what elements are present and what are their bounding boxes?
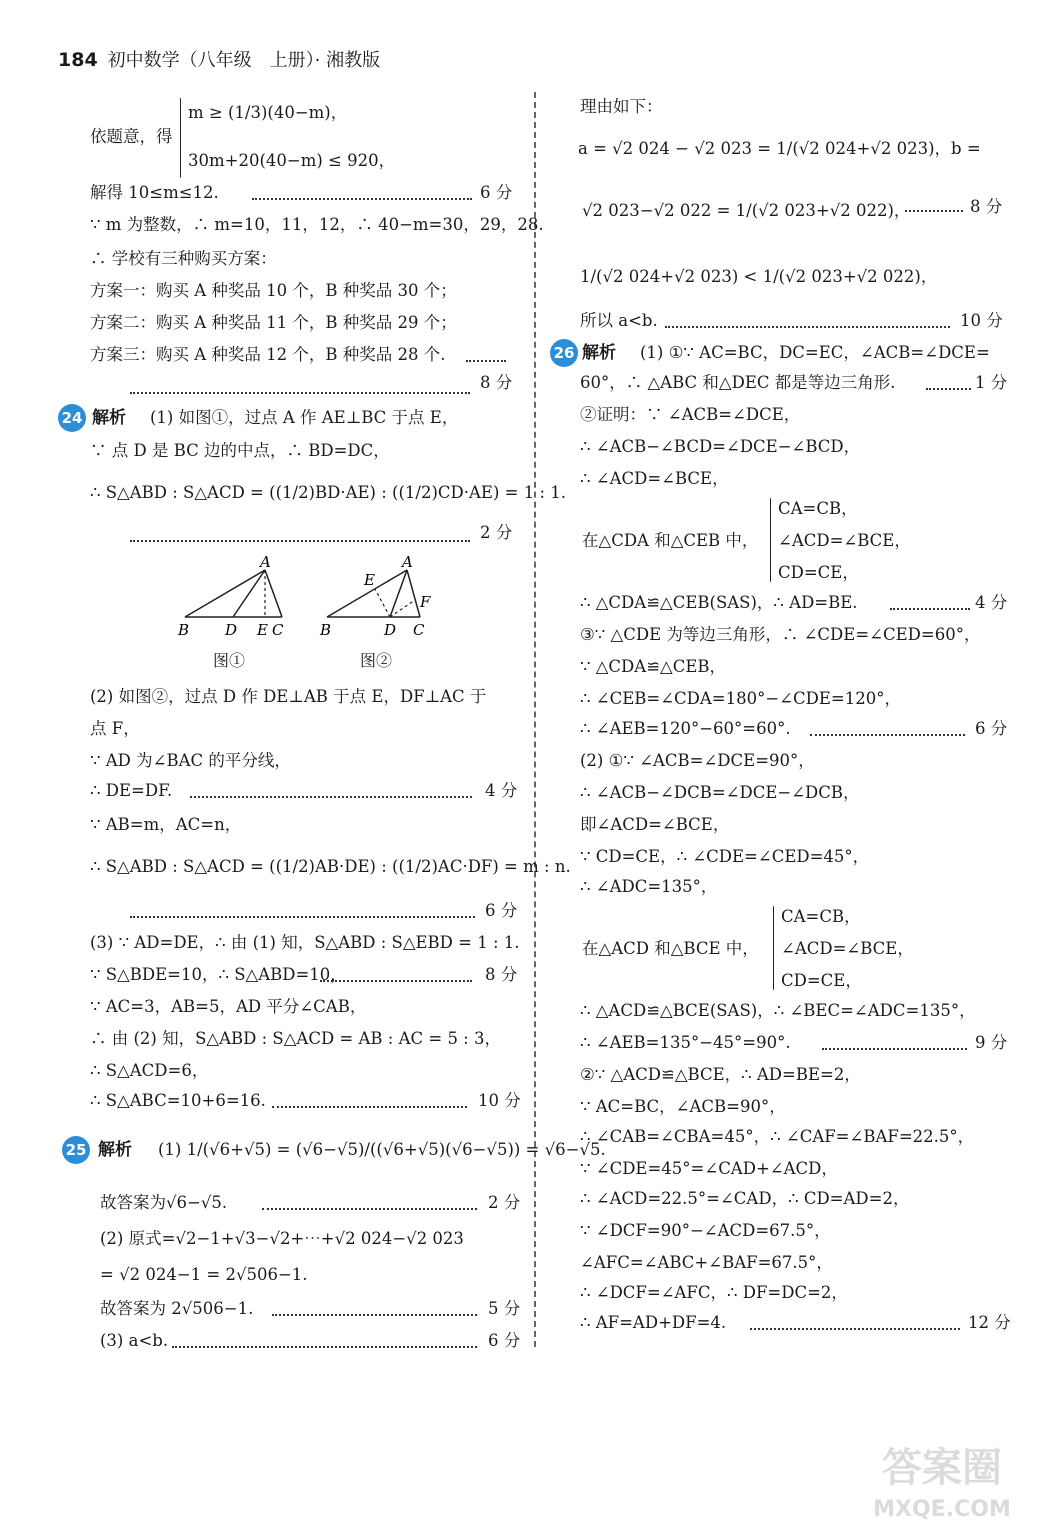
score: 4 分 — [975, 593, 1008, 612]
system-line-2: 30m+20(40−m) ≤ 920， — [188, 151, 396, 170]
system-brace — [770, 498, 771, 582]
solution-line: 故答案为 2√506−1. — [100, 1299, 254, 1318]
solution-line: 解得 10≤m≤12. — [90, 183, 219, 202]
vertex-label: C — [413, 621, 425, 639]
solution-line: ②证明：∵ ∠ACB=∠DCE， — [580, 405, 801, 424]
condition: ∠ACD=∠BCE， — [781, 939, 914, 958]
question-number-badge: 26 — [550, 339, 578, 367]
plan-2: 方案二：购买 A 种奖品 11 个，B 种奖品 29 个； — [90, 313, 457, 332]
score: 8 分 — [480, 373, 513, 392]
solution-line: (1) ①∵ AC=BC，DC=EC，∠ACB=∠DCE= — [640, 343, 990, 362]
vertex-label: C — [272, 621, 284, 639]
solution-line: ∴ △CDA≌△CEB(SAS)，∴ AD=BE. — [580, 593, 858, 612]
score: 2 分 — [480, 523, 513, 542]
leader-dots — [262, 1208, 477, 1210]
solution-line: ∵ AC=BC，∠ACB=90°， — [580, 1097, 786, 1116]
solution-line: ③∵ △CDE 为等边三角形，∴ ∠CDE=∠CED=60°， — [580, 625, 981, 644]
leader-dots — [905, 210, 963, 212]
leader-dots — [320, 980, 472, 982]
figure-1-triangle — [170, 555, 300, 640]
solution-line: 60°，∴ △ABC 和△DEC 都是等边三角形. — [580, 373, 896, 392]
solution-line: 故答案为√6−√5. — [100, 1193, 228, 1212]
leader-dots — [172, 1346, 477, 1348]
solution-line: ∵ 点 D 是 BC 边的中点，∴ BD=DC， — [90, 441, 390, 460]
score: 9 分 — [975, 1033, 1008, 1052]
leader-dots — [272, 1106, 467, 1108]
solution-line: ∵ CD=CE，∴ ∠CDE=∠CED=45°， — [580, 847, 870, 866]
solution-line: ∴ 由 (2) 知，S△ABD : S△ACD = AB : AC = 5 : 3， — [90, 1029, 501, 1048]
solution-line: 理由如下： — [580, 97, 663, 116]
solution-line: (2) 如图②，过点 D 作 DE⊥AB 于点 E，DF⊥AC 于 — [90, 687, 487, 706]
leader-dots — [750, 1328, 960, 1330]
vertex-label: D — [384, 621, 397, 639]
vertex-label: B — [320, 621, 332, 639]
solution-line: ∴ △ACD≌△BCE(SAS)，∴ ∠BEC=∠ADC=135°， — [580, 1001, 976, 1020]
condition: CD=CE， — [781, 971, 862, 990]
question-number-badge: 25 — [62, 1136, 90, 1164]
figure-2-caption: 图② — [360, 651, 393, 670]
solution-line: ∴ ∠CEB=∠CDA=180°−∠CDE=120°， — [580, 689, 901, 708]
solution-line: ∴ S△ABC=10+6=16. — [90, 1091, 266, 1110]
solution-line: ∴ ∠ACB−∠DCB=∠DCE−∠DCB， — [580, 783, 860, 802]
score: 8 分 — [485, 965, 518, 984]
score: 2 分 — [488, 1193, 521, 1212]
leader-dots — [252, 198, 472, 200]
area-ratio-line: ∴ S△ABD : S△ACD = ((1/2)AB·DE) : ((1/2)AC·DF) = m : n. — [90, 857, 571, 876]
score: 12 分 — [968, 1313, 1011, 1332]
vertex-label: E — [257, 621, 268, 639]
rationalize-line: (1) 1/(√6+√5) = (√6−√5)/((√6+√5)(√6−√5)) = √6−√5. — [158, 1140, 606, 1159]
figure-2-triangle — [312, 555, 452, 640]
watermark-line-2: MXQE.COM — [873, 1497, 1011, 1522]
score: 5 分 — [488, 1299, 521, 1318]
score: 4 分 — [485, 781, 518, 800]
system-line-1: m ≥ (1/3)(40−m)， — [188, 103, 348, 122]
solution-line: ∵ ∠CDE=45°=∠CAD+∠ACD， — [580, 1159, 838, 1178]
solution-line: ∵ m 为整数，∴ m=10，11，12，∴ 40−m=30，29，28. — [90, 215, 544, 234]
vertex-label: A — [260, 555, 271, 571]
analysis-tag: 解析 — [582, 343, 616, 363]
solution-line: (3) ∵ AD=DE，∴ 由 (1) 知，S△ABD : S△EBD = 1 : 1. — [90, 933, 520, 952]
solution-line: ∴ S△ACD=6， — [90, 1061, 209, 1080]
leader-dots — [130, 916, 475, 918]
vertex-label: E — [364, 571, 375, 589]
solution-line: ∵ △CDA≌△CEB， — [580, 657, 727, 676]
solution-line: = √2 024−1 = 2√506−1. — [100, 1265, 308, 1284]
condition: CA=CB， — [781, 907, 861, 926]
solution-line: 即∠ACD=∠BCE， — [580, 815, 730, 834]
leader-dots — [466, 360, 506, 362]
solution-line: ∵ ∠DCF=90°−∠ACD=67.5°， — [580, 1221, 831, 1240]
leader-dots — [822, 1048, 967, 1050]
leader-dots — [890, 608, 970, 610]
congruence-intro: 在△CDA 和△CEB 中， — [582, 531, 759, 550]
plan-1: 方案一：购买 A 种奖品 10 个，B 种奖品 30 个； — [90, 281, 457, 300]
condition: CD=CE， — [778, 563, 859, 582]
solution-line: ∴ ∠CAB=∠CBA=45°，∴ ∠CAF=∠BAF=22.5°， — [580, 1127, 975, 1146]
system-brace — [773, 906, 774, 990]
score: 6 分 — [480, 183, 513, 202]
score: 6 分 — [975, 719, 1008, 738]
leader-dots — [926, 388, 971, 390]
leader-dots — [810, 734, 965, 736]
plan-3: 方案三：购买 A 种奖品 12 个，B 种奖品 28 个. — [90, 345, 446, 364]
leader-dots — [130, 392, 470, 394]
setup-label: 依题意，得 — [90, 127, 173, 146]
page-header — [58, 46, 380, 72]
analysis-tag: 解析 — [92, 408, 126, 428]
score: 10 分 — [960, 311, 1003, 330]
score: 6 分 — [488, 1331, 521, 1350]
leader-dots — [130, 540, 470, 542]
score: 1 分 — [975, 373, 1008, 392]
solution-line: (2) ①∵ ∠ACB=∠DCE=90°， — [580, 751, 815, 770]
solution-line: (2) 原式=√2−1+√3−√2+⋯+√2 024−√2 023 — [100, 1229, 464, 1248]
question-number-badge: 24 — [58, 404, 86, 432]
system-brace — [180, 98, 181, 178]
solution-line: ∴ ∠ACD=22.5°=∠CAD，∴ CD=AD=2， — [580, 1189, 910, 1208]
solution-line: ∵ AB=m，AC=n， — [90, 815, 242, 834]
book-title: 初中数学（八年级 上册）· 湘教版 — [107, 50, 381, 71]
solution-line: ∴ ∠AEB=135°−45°=90°. — [580, 1033, 791, 1052]
watermark-logo — [857, 1436, 1027, 1526]
comparison-line: √2 023−√2 022 = 1/(√2 023+√2 022)， — [582, 201, 911, 220]
solution-line: ∴ ∠ADC=135°， — [580, 877, 718, 896]
solution-line: ∴ 学校有三种购买方案： — [90, 249, 277, 268]
solution-line: ∵ S△BDE=10，∴ S△ABD=10， — [90, 965, 347, 984]
analysis-tag: 解析 — [98, 1140, 132, 1160]
leader-dots — [190, 796, 472, 798]
vertex-label: D — [225, 621, 238, 639]
solution-line: (1) 如图①，过点 A 作 AE⊥BC 于点 E， — [150, 408, 459, 427]
score: 8 分 — [970, 197, 1003, 216]
solution-line: 所以 a<b. — [580, 311, 658, 330]
score: 10 分 — [478, 1091, 521, 1110]
comparison-line: 1/(√2 024+√2 023) < 1/(√2 023+√2 022)， — [580, 267, 938, 286]
solution-line: ∵ AD 为∠BAC 的平分线， — [90, 751, 291, 770]
solution-line: ∠AFC=∠ABC+∠BAF=67.5°， — [580, 1253, 833, 1272]
leader-dots — [272, 1314, 477, 1316]
leader-dots — [665, 326, 950, 328]
area-ratio-line: ∴ S△ABD : S△ACD = ((1/2)BD·AE) : ((1/2)CD·AE) = 1 : 1. — [90, 483, 567, 502]
solution-line: ②∵ △ACD≌△BCE，∴ AD=BE=2， — [580, 1065, 861, 1084]
solution-line: ∴ ∠AEB=120°−60°=60°. — [580, 719, 791, 738]
vertex-label: B — [178, 621, 190, 639]
vertex-label: A — [402, 555, 413, 571]
condition: CA=CB， — [778, 499, 858, 518]
condition: ∠ACD=∠BCE， — [778, 531, 911, 550]
vertex-label: F — [420, 593, 431, 611]
solution-line: ∴ AF=AD+DF=4. — [580, 1313, 727, 1332]
figure-1-caption: 图① — [213, 651, 246, 670]
page-number: 184 — [58, 49, 98, 71]
solution-line: ∵ AC=3，AB=5，AD 平分∠CAB， — [90, 997, 367, 1016]
score: 6 分 — [485, 901, 518, 920]
congruence-intro: 在△ACD 和△BCE 中， — [582, 939, 759, 958]
solution-line: ∴ ∠ACB−∠BCD=∠DCE−∠BCD， — [580, 437, 861, 456]
comparison-line: a = √2 024 − √2 023 = 1/(√2 024+√2 023)，b = — [578, 139, 981, 158]
solution-line: ∴ DE=DF. — [90, 781, 173, 800]
solution-line: (3) a<b. — [100, 1331, 169, 1350]
solution-line: 点 F， — [90, 719, 140, 738]
solution-line: ∴ ∠ACD=∠BCE， — [580, 469, 729, 488]
watermark-line-1: 答案圈 — [882, 1445, 1002, 1491]
solution-line: ∴ ∠DCF=∠AFC，∴ DF=DC=2， — [580, 1283, 848, 1302]
